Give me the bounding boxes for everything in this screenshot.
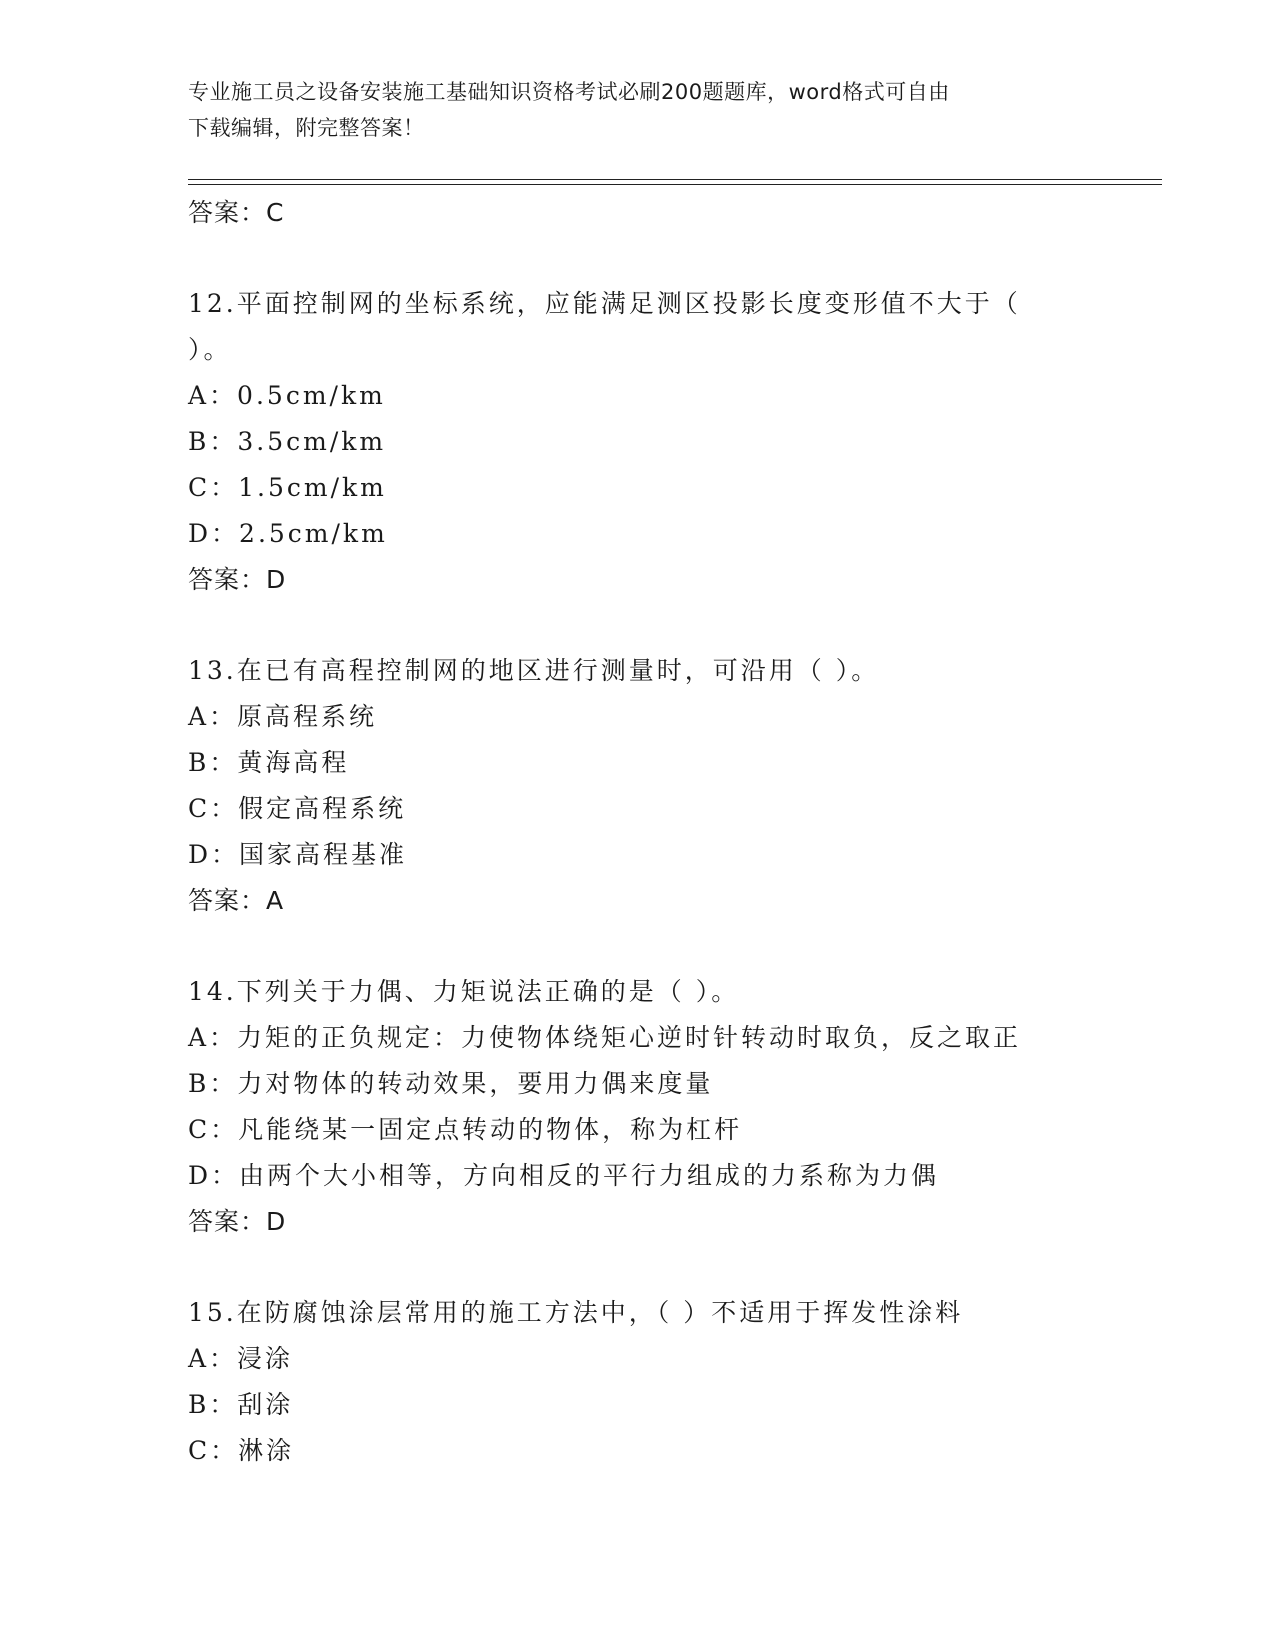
header-divider-top — [188, 179, 1162, 180]
question-13 — [188, 648, 1088, 924]
header-divider-bottom — [188, 184, 1162, 185]
option-c: C：1.5cm/km — [188, 473, 387, 502]
option-b: B：黄海高程 — [188, 748, 350, 777]
header-line-1: 专业施工员之设备安装施工基础知识资格考试必刷200题题库，word格式可自由 — [188, 80, 950, 104]
question-text: 15.在防腐蚀涂层常用的施工方法中，（ ）不适用于挥发性涂料 — [188, 1298, 964, 1327]
option-a: A：力矩的正负规定：力使物体绕矩心逆时针转动时取负，反之取正 — [188, 1023, 1022, 1052]
option-a: A：浸涂 — [188, 1344, 294, 1373]
answer-label: 答案：D — [188, 1207, 287, 1236]
question-12 — [188, 281, 1088, 603]
option-b: B：力对物体的转动效果，要用力偶来度量 — [188, 1069, 714, 1098]
option-d: D：国家高程基准 — [188, 840, 408, 869]
answer-label: 答案：A — [188, 886, 285, 915]
question-text: 12.平面控制网的坐标系统，应能满足测区投影长度变形值不大于（ ）。 — [188, 289, 1021, 364]
option-c: C：凡能绕某一固定点转动的物体，称为杠杆 — [188, 1115, 743, 1144]
option-b: B：3.5cm/km — [188, 427, 387, 456]
option-c: C：假定高程系统 — [188, 794, 407, 823]
option-a: A：原高程系统 — [188, 702, 378, 731]
answer-label: 答案：D — [188, 565, 287, 594]
option-c: C：淋涂 — [188, 1436, 295, 1465]
option-d: D：由两个大小相等，方向相反的平行力组成的力系称为力偶 — [188, 1161, 940, 1190]
question-list — [188, 190, 1088, 1474]
option-a: A：0.5cm/km — [188, 381, 386, 410]
answer-label: 答案：C — [188, 198, 285, 227]
option-b: B：刮涂 — [188, 1390, 294, 1419]
header-line-2: 下载编辑，附完整答案！ — [188, 116, 425, 140]
document-header — [188, 74, 1088, 146]
option-d: D：2.5cm/km — [188, 519, 388, 548]
question-15 — [188, 1290, 1088, 1474]
question-text: 13.在已有高程控制网的地区进行测量时，可沿用（ ）。 — [188, 656, 880, 685]
question-14 — [188, 969, 1088, 1245]
question-text: 14.下列关于力偶、力矩说法正确的是（ ）。 — [188, 977, 740, 1006]
